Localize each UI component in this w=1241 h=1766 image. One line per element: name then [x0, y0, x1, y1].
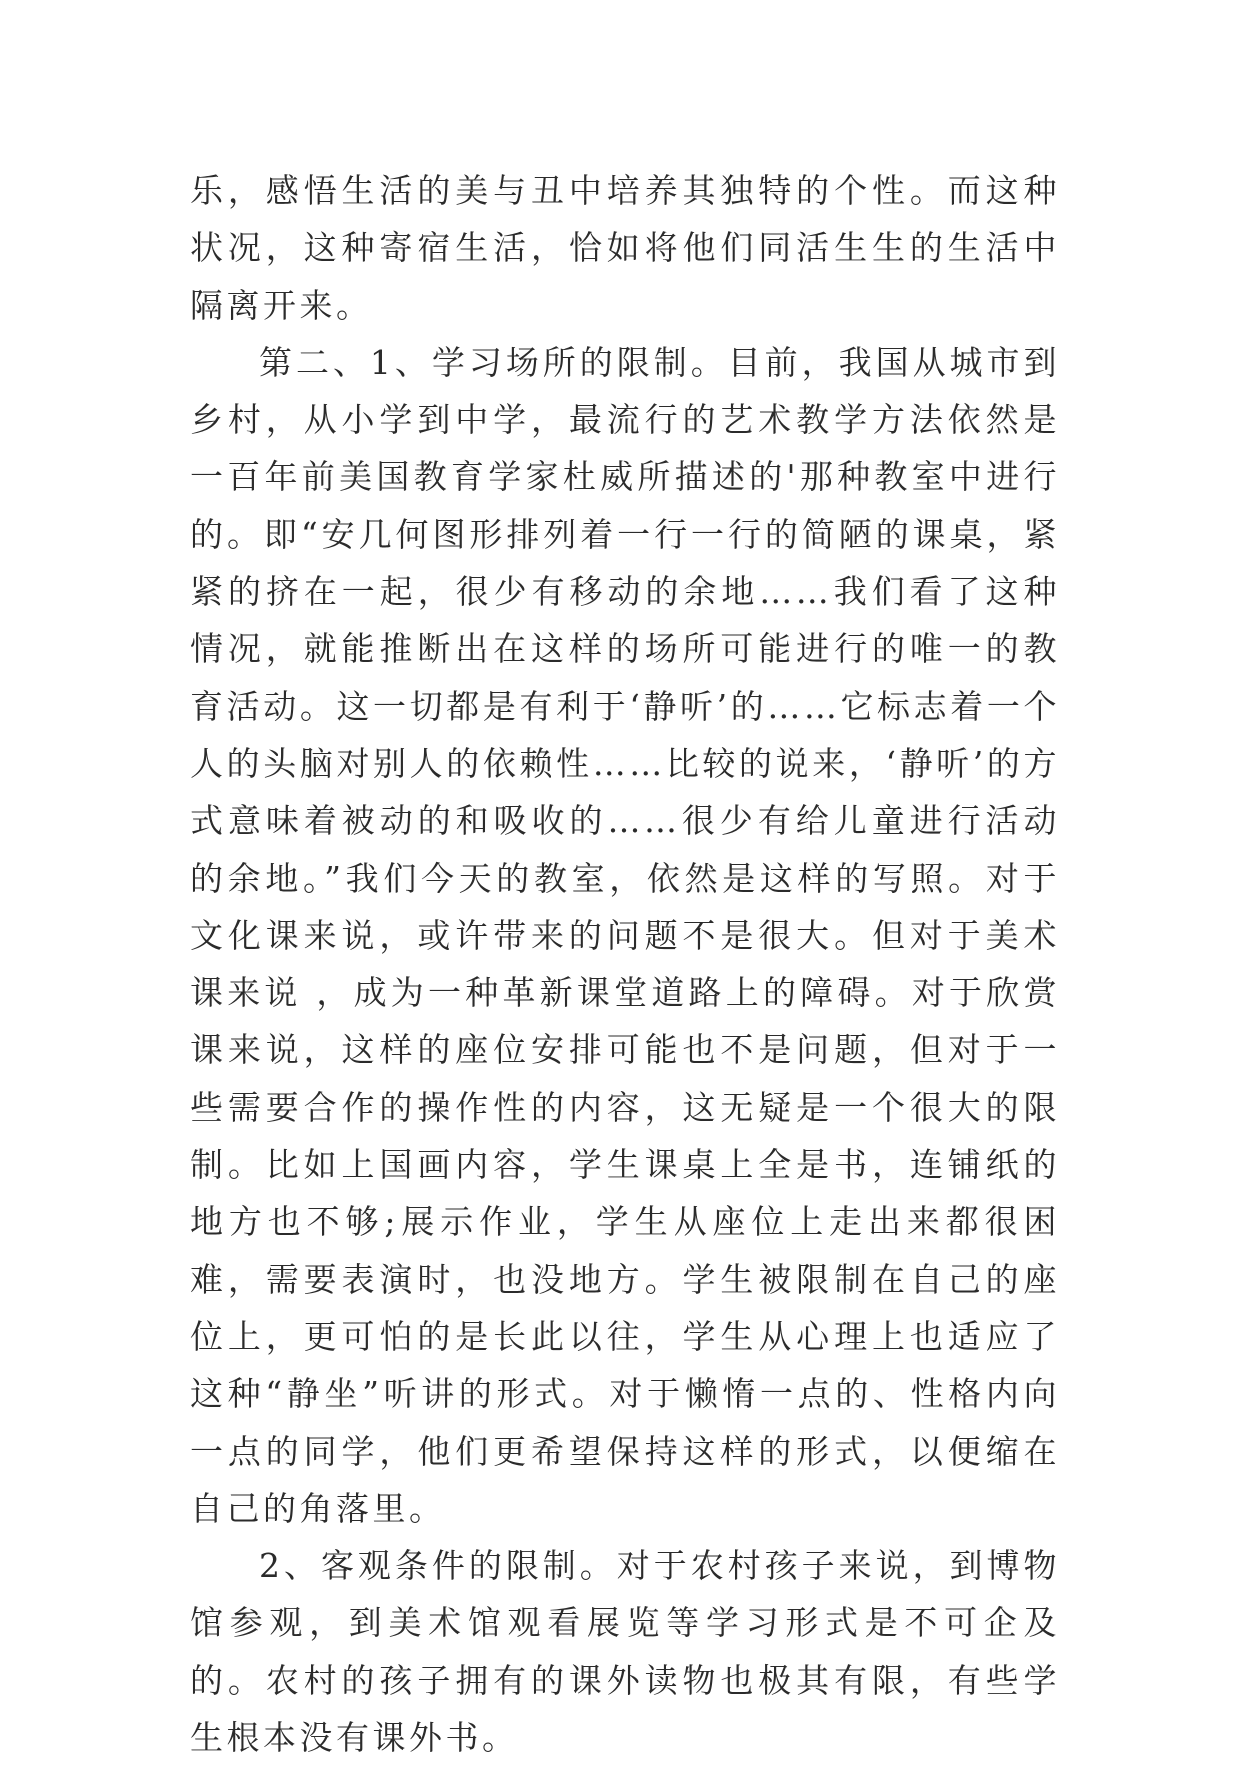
- paragraph-2: 第二、1、学习场所的限制。目前，我国从城市到乡村，从小学到中学，最流行的艺术教学方法依然是一百年前美国教育学家杜威所描述的'那种教室中进行的。即“安几何图形排列着一行一行的简陋的课桌，紧紧的挤在一起，很少有移动的余地……我们看了这种情况，就能推断出在这样的场所可能进行的唯一的教育活动。这一切都是有利于‘静听’的……它标志着一个人的头脑对别人的依赖性……比较的说来，‘静听’的方式意味着被动的和吸收的……很少有给儿童进行活动的余地。”我们今天的教室，依然是这样的写照。对于文化课来说，或许带来的问题不是很大。但对于美术课来说 ，成为一种革新课堂道路上的障碍。对于欣赏课来说，这样的座位安排可能也不是问题，但对于一些需要合作的操作性的内容，这无疑是一个很大的限制。比如上国画内容，学生课桌上全是书，连铺纸的地方也不够;展示作业，学生从座位上走出来都很困难，需要表演时，也没地方。学生被限制在自己的座位上，更可怕的是长此以往，学生从心理上也适应了这种“静坐”听讲的形式。对于懒惰一点的、性格内向一点的同学，他们更希望保持这样的形式，以便缩在自己的角落里。: [190, 342, 1060, 1528]
- paragraph-1: 乐，感悟生活的美与丑中培养其独特的个性。而这种状况，这种寄宿生活，恰如将他们同活生生的生活中隔离开来。: [190, 171, 1060, 325]
- document-body: [190, 162, 1060, 1766]
- paragraph-3: 2、客观条件的限制。对于农村孩子来说，到博物馆参观，到美术馆观看展览等学习形式是不可企及的。农村的孩子拥有的课外读物也极其有限，有些学生根本没有课外书。: [190, 1546, 1060, 1758]
